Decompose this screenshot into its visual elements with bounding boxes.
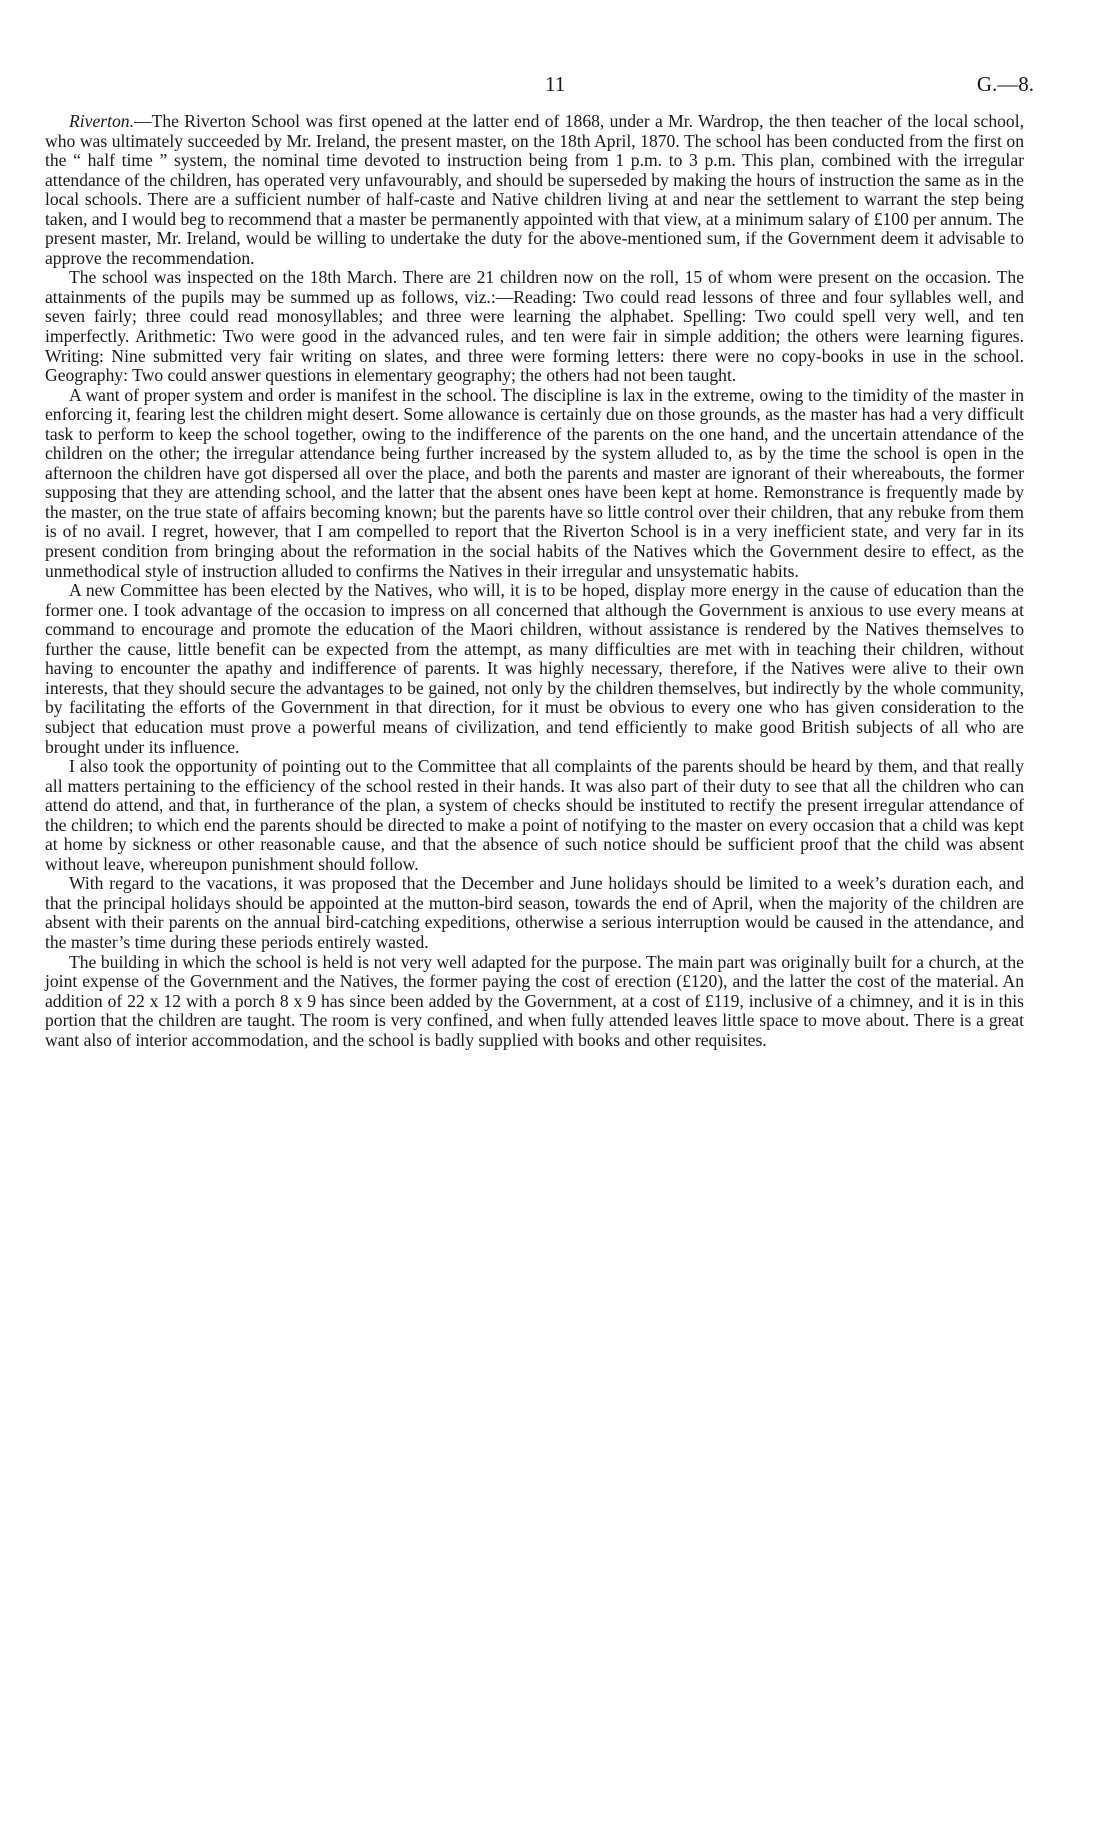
paragraph-text: —The Riverton School was first opened at the latter end of 1868, under a Mr. Wardrop, the then teacher of the local school, who was ultimately succeeded by Mr. Ireland, the present master, on the 18th April, 1870. The school has been conducted from the first on the “ half time ” system, the nominal time devoted to instruction being from 1 p.m. to 3 p.m. This plan, combined with the irregular attendance of the children, has operated very unfavourably, and should be superseded by making the hours of instruction the same as in the local schools. There are a sufficient number of half-caste and Native children living at and near the settlement to warrant the step being taken, and I would beg to recommend that a master be permanently appointed with that view, at a minimum salary of £100 per annum. The present master, Mr. Ireland, would be willing to undertake the duty for the above-mentioned sum, if the Government deem it advisable to approve the recommendation.: [45, 111, 1024, 268]
paragraph-committee: A new Committee has been elected by the Natives, who will, it is to be hoped, display more energy in the cause of education than the former one. I took advantage of the occasion to impress on all concerned that although the Government is anxious to use every means at command to encourage and promote the education of the Maori children, without assistance is rendered by the Natives themselves to further the cause, little benefit can be expected from the attempt, as many difficulties are met with in teaching their children, without having to encounter the apathy and indifference of parents. It was highly necessary, therefore, if the Natives were alive to their own interests, that they should secure the advantages to be gained, not only by the children themselves, but indirectly by the whole community, by facilitating the efforts of the Government in that direction, for it must be obvious to every one who has given consideration to the subject that education must prove a powerful means of civilization, and tend efficiently to make good British subjects of all who are brought under its influence.: [45, 580, 1024, 757]
page-header: [0, 72, 1114, 102]
paragraph-riverton-intro: [45, 112, 1024, 268]
paragraph-vacations: With regard to the vacations, it was proposed that the December and June holidays should be limited to a week’s duration each, and that the principal holidays should be appointed at the mutton-bird season, towards the end of April, when the majority of the children are absent with their parents on the annual bird-catching expeditions, otherwise a serious interruption would be caused in the attendance, and the master’s time during these periods entirely wasted.: [45, 873, 1024, 952]
document-reference: G.—8.: [976, 72, 1034, 96]
paragraph-building: The building in which the school is held is not very well adapted for the purpose. The main part was originally built for a church, at the joint expense of the Government and the Natives, the former paying the cost of erection (£120), and the latter the cost of the material. An addition of 22 x 12 with a porch 8 x 9 has since been added by the Government, at a cost of £119, inclusive of a chimney, and it is in this portion that the children are taught. The room is very confined, and when fully attended leaves little space to move about. There is a great want also of interior accommodation, and the school is badly supplied with books and other requisites.: [45, 951, 1024, 1050]
report-body: [45, 112, 1024, 1050]
page-number: 11: [545, 72, 566, 96]
paragraph-inspection: The school was inspected on the 18th March. There are 21 children now on the roll, 15 of whom were present on the occasion. The attainments of the pupils may be summed up as follows, viz.:—Reading: Two could read lessons of three and four syllables well, and seven fairly; three could read monosyllables; and three were learning the alphabet. Spelling: Two could spell very well, and ten imperfectly. Arithmetic: Two were good in the advanced rules, and ten were fair in simple addition; the others were learning figures. Writing: Nine submitted very fair writing on slates, and three were forming letters: there were no copy-books in use in the school. Geography: Two could answer questions in elementary geography; the others had not been taught.: [45, 267, 1024, 386]
section-lead-in: Riverton.: [69, 111, 134, 131]
paragraph-complaints: I also took the opportunity of pointing out to the Committee that all complaints of the parents should be heard by them, and that really all matters pertaining to the efficiency of the school rested in their hands. It was also part of their duty to see that all the children who can attend do attend, and that, in furtherance of the plan, a system of checks should be instituted to rectify the present irregular attendance of the children; to which end the parents should be directed to make a point of notifying to the master on every occasion that a child was kept at home by sickness or other reasonable cause, and that the absence of such notice should be sufficient proof that the child was absent without leave, whereupon punishment should follow.: [45, 756, 1024, 874]
paragraph-discipline: A want of proper system and order is manifest in the school. The discipline is lax in the extreme, owing to the timidity of the master in enforcing it, fearing lest the children might desert. Some allowance is certainly due on those grounds, as the master has had a very difficult task to perform to keep the school together, owing to the indifference of the parents on the one hand, and the uncertain attendance of the children on the other; the irregular attendance being further increased by the system alluded to, as by the time the school is open in the afternoon the children have got dispersed all over the place, and both the parents and master are ignorant of their whereabouts, the former supposing that they are attending school, and the latter that the absent ones have been kept at home. Remonstrance is frequently made by the master, on the true state of affairs becoming known; but the parents have so little control over their children, that any rebuke from them is of no avail. I regret, however, that I am compelled to report that the Riverton School is in a very inefficient state, and very far in its present condition from bringing about the reformation in the social habits of the Natives which the Government desire to effect, as the unmethodical style of instruction alluded to confirms the Natives in their irregular and unsystematic habits.: [45, 384, 1024, 581]
